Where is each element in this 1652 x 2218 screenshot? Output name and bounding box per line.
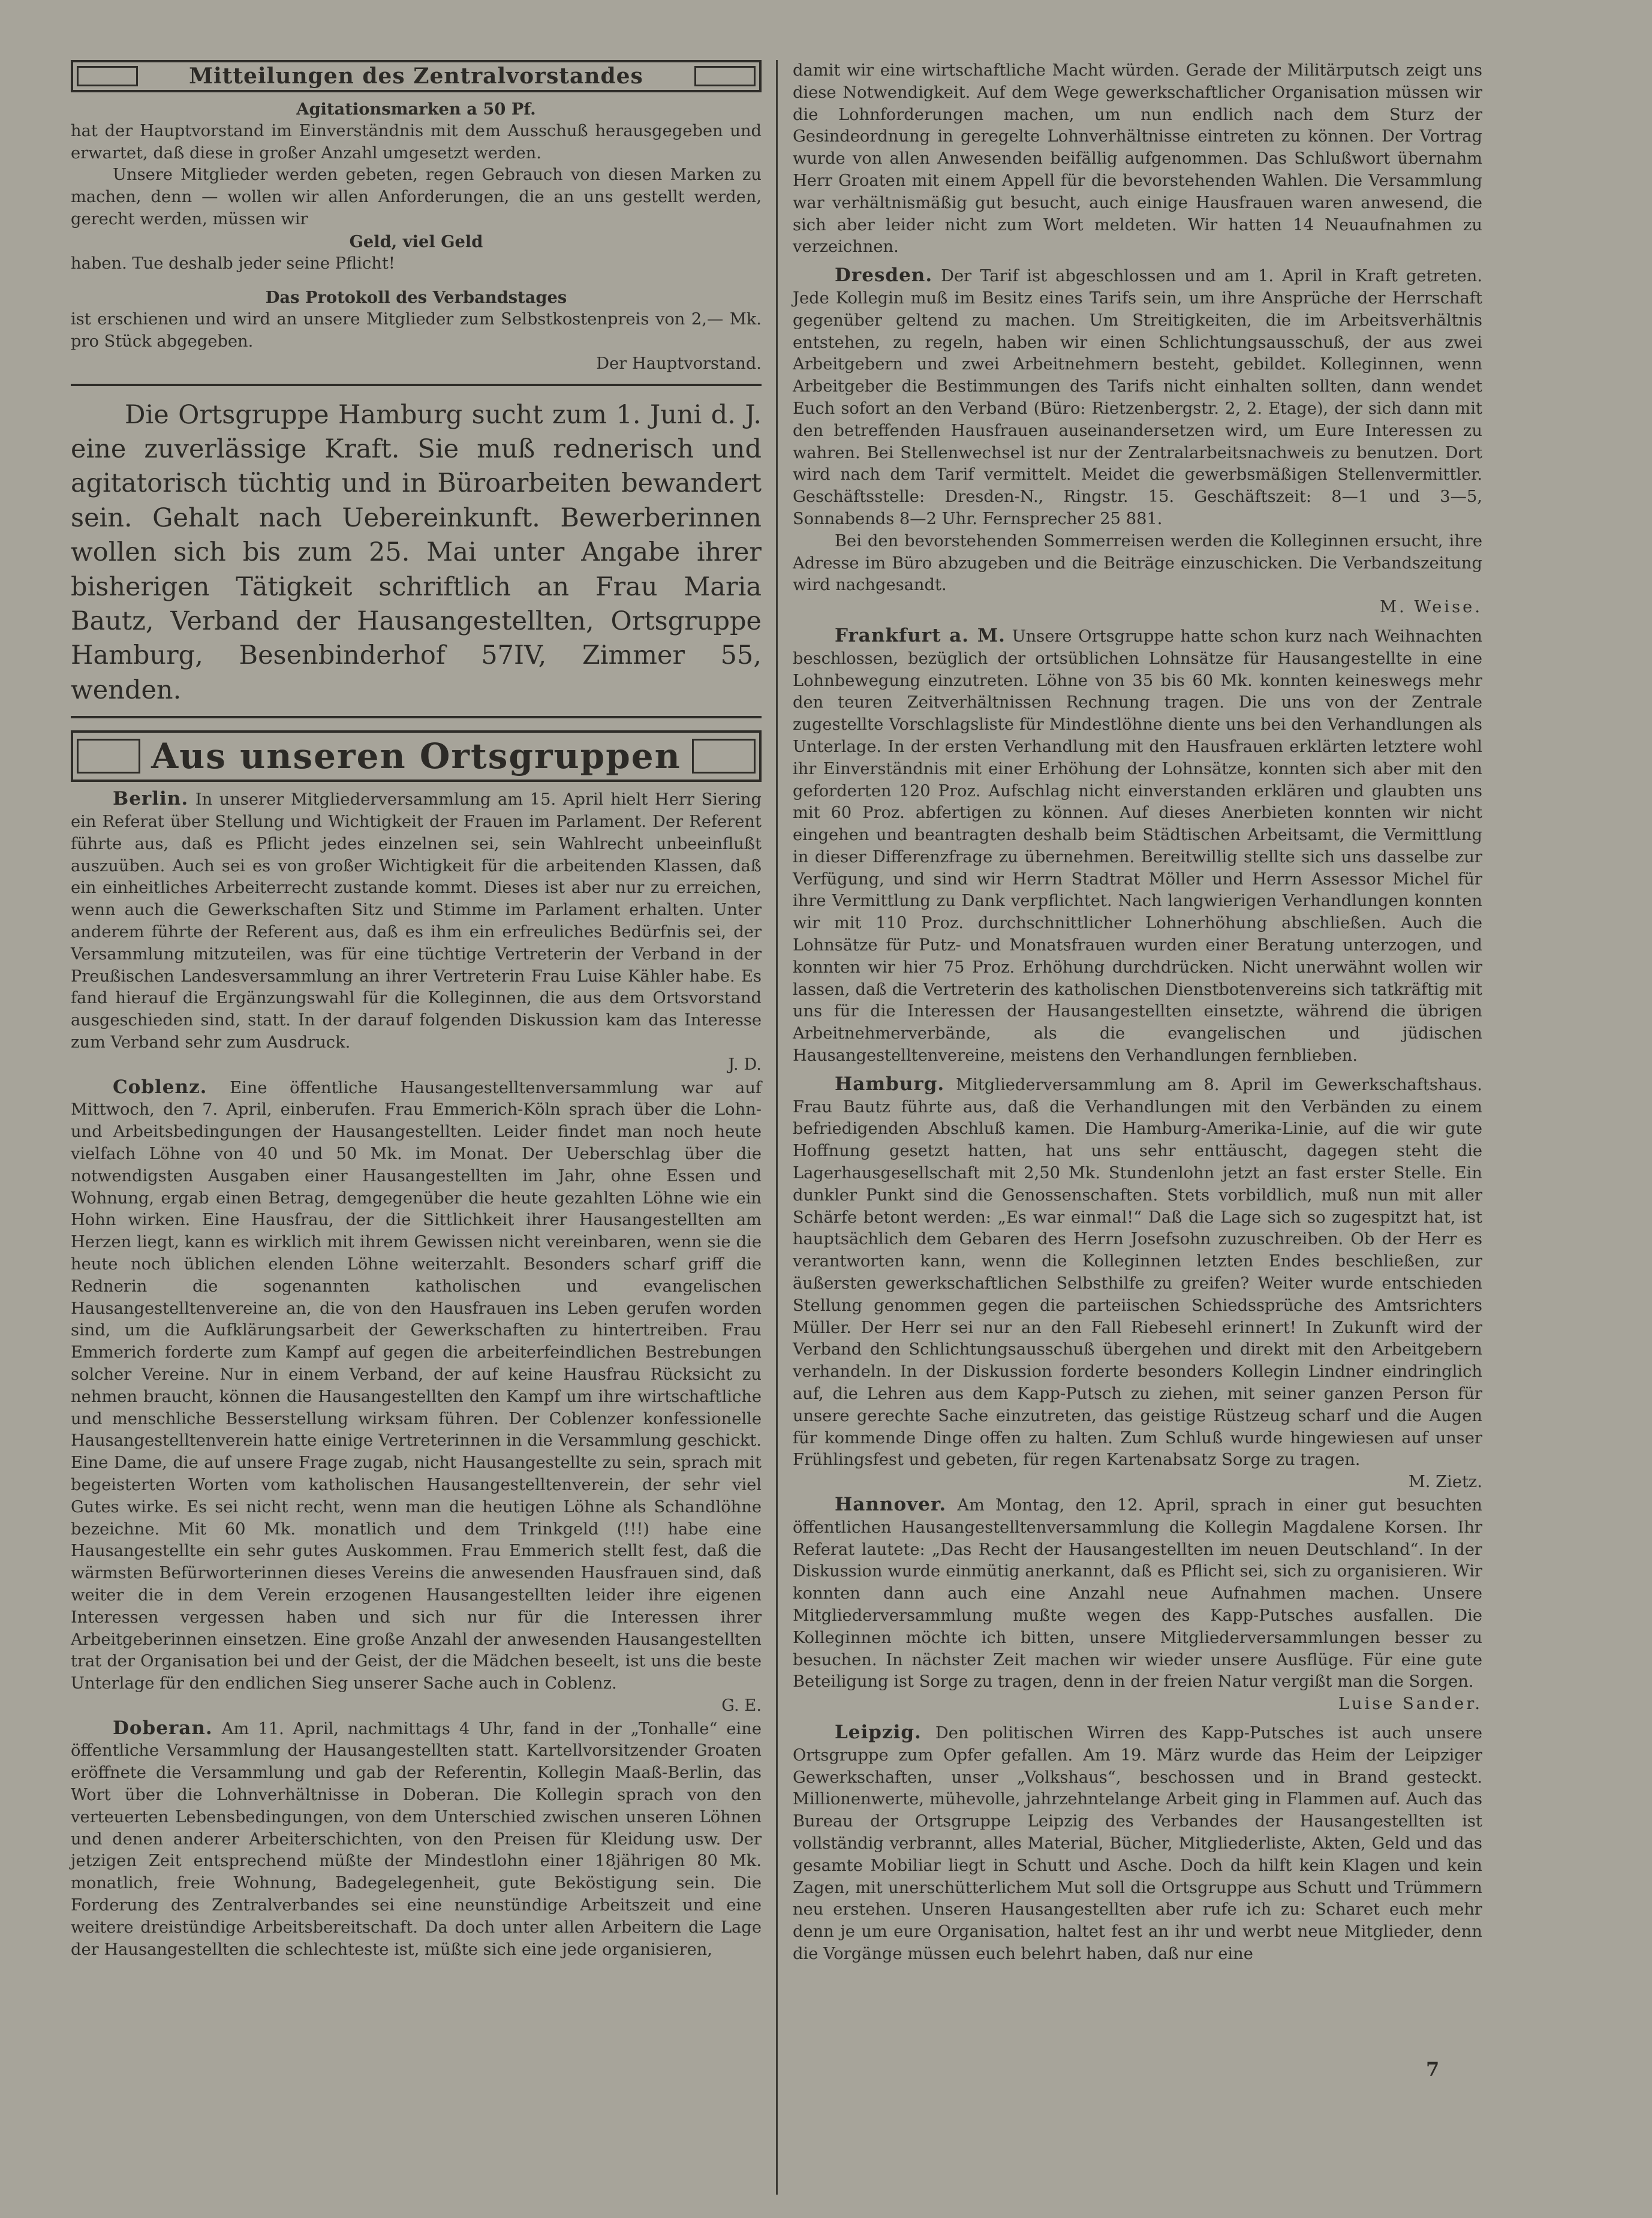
frankfurt-text: Unsere Ortsgruppe hatte schon kurz nach Weihnachten beschlossen, bezüglich der ortsüblichen Lohnsätze für Hausangestellte in eine Lohnbewegung einzutreten. Löhne von 35 bis 60 Mk. konnten keineswegs mehr den teuren Zeitverhältnissen Rechnung tragen. Die uns von der Zentrale zugestellte Vorschlagsliste für Mindestlöhne diente uns bei den Verhandlungen als Unterlage. In der ersten Verhandlung mit den Hausfrauen erklärten letztere wohl ihr Einverständnis mit einer Erhöhung der Lohnsätze, konnten sich aber mit den geforderten 120 Proz. Aufschlag nicht einverstanden erklären und glaubten uns mit 60 Proz. abfertigen zu können. Auf dieses Anerbieten konnten wir nicht eingehen und beantragten deshalb beim Städtischen Arbeitsamt, die Vermittlung in dieser Differenzfrage zu übernehmen. Bereitwillig stellte sich uns dasselbe zur Verfügung, und sind wir Herrn Stadtrat Möller und Herrn Assessor Michel für ihre Vermittlung zu Dank verpflichtet. Nach langwierigen Verhandlungen konnten wir mit 110 Proz. durchschnittlicher Lohnerhöhung abschließen. Auch die Lohnsätze für Putz- und Monatsfrauen wurden einer Beratung unterzogen, und konnten wir hier 75 Proz. Erhöhung durchdrücken. Nicht unerwähnt wollen wir lassen, daß die Vertreterin des katholischen Dienstbotenvereins sich tatkräftig mit uns für die Interessen der Hausangestellten einsetzte, während die übrigen Arbeitnehmerverbände, als die evangelischen und jüdischen Hausangestelltenvereine, meistens den Verhandlungen fernblieben.	[793, 627, 1482, 1066]
place-hannover: Hannover.	[835, 1494, 947, 1515]
section-rule	[71, 384, 762, 386]
dresden-text: Der Tarif ist abgeschlossen und am 1. April in Kraft getreten. Jede Kollegin muß im Besitz eines Tarifs sein, um ihre Ansprüche der Herrschaft gegenüber geltend zu machen. Um Streitigkeiten, die im Arbeitsverhältnis entstehen, zu regeln, haben wir einen Schlichtungsausschuß, der aus zwei Arbeitgebern und zwei Arbeitnehmern besteht, gebildet. Kolleginnen, wenn Arbeitgeber die Bestimmungen des Tarifs nicht einhalten sollten, dann wendet Euch sofort an den Verband (Büro: Rietzenbergstr. 2, 2. Etage), der sich dann mit den betreffenden Hausfrauen auseinandersetzen wird, um Eure Interessen zu wahren. Bei Stellenwechsel ist nur der Zentralarbeitsnachweis zu benutzen. Dort wird nach dem Tarif vermittelt. Meidet die gewerbsmäßigen Stellenvermittler. Geschäftsstelle: Dresden-N., Ringstr. 15. Geschäftszeit: 8—1 und 3—5, Sonnabends 8—2 Uhr. Fernsprecher 25 881.	[793, 267, 1482, 528]
section-rule-2	[71, 716, 762, 718]
hauptvorstand-signature: Der Hauptvorstand.	[596, 354, 762, 373]
header-ornament-left	[77, 739, 140, 774]
place-coblenz: Coblenz.	[113, 1076, 207, 1098]
mitteilungen-header	[71, 60, 762, 92]
ortsgruppen-header	[71, 730, 762, 782]
money-line: Geld, viel Geld	[349, 231, 483, 251]
place-dresden: Dresden.	[835, 264, 933, 287]
place-leipzig: Leipzig.	[835, 1721, 922, 1743]
hamburg-text: Mitgliederversammlung am 8. April im Gewerkschaftshaus. Frau Bautz führte aus, daß die Verhandlungen mit den Verbänden zu einem befriedigenden Abschluß kamen. Die Hamburg-Amerika-Linie, auf die wir gute Hoffnung gesetzt hatten, hat uns sehr enttäuscht, dagegen steht die Lagerhausgesellschaft mit 2,50 Mk. Stundenlohn jetzt an fast erster Stelle. Ein dunkler Punkt sind die Genossenschaften. Stets vorbildlich, muß nun mit aller Schärfe betont werden: „Es war einmal!“ Daß die Lage sich so zugespitzt hat, ist hauptsächlich dem Gebaren des Herrn Josefsohn zuzuschreiben. Ob der Herr es verantworten kann, wenn die Kolleginnen letzten Endes beschließen, zur äußersten gewerkschaftlichen Selbsthilfe zu greifen? Weiter wurde entschieden Stellung genommen gegen die parteiischen Schiedssprüche des Amtsrichters Müller. Der Herr sei nur an den Fall Riebesehl erinnert! In Zukunft wird der Verband den Schlichtungsausschuß übergehen und direkt mit den Arbeitgebern verhandeln. In der Diskussion forderte besonders Kollegin Lindner eindringlich auf, die Lehren aus dem Kapp-Putsch zu ziehen, mit seiner ganzen Person für unsere gerechte Sache einzutreten, das geistige Rüstzeug scharf und die Augen für kommende Dinge offen zu halten. Zum Schluß wurde hingewiesen auf unser Frühlingsfest und gebeten, für regen Kartenabsatz Sorge zu tragen.	[793, 1075, 1482, 1470]
hannover-text: Am Montag, den 12. April, sprach in einer gut besuchten öffentlichen Hausangestelltenversammlung die Kollegin Magdalene Korsen. Ihr Referat lautete: „Das Recht der Hausangestellten im neuen Deutschland“. In der Diskussion wurde einmütig anerkannt, daß es Pflicht sei, sich zu organisieren. Wir konnten dann auch eine Anzahl neue Aufnahmen machen. Unsere Mitgliederversammlung mußte wegen des Kapp-Putsches ausfallen. Die Kolleginnen möchte ich bitten, unsere Mitgliederversammlungen besser zu besuchen. In nächster Zeit machen wir wieder unsere Ausflüge. Für eine gute Beteiligung ist Sorge zu tragen, denn in der freien Natur vergißt man die Sorgen.	[793, 1496, 1482, 1692]
appeal-text: Unsere Mitglieder werden gebeten, regen Gebrauch von diesen Marken zu machen, denn — wollen wir allen Anforderungen, die an uns gestellt werden, gerecht werden, müssen wir	[71, 165, 762, 228]
report-coblenz	[71, 1076, 762, 1717]
doberan-continuation: damit wir eine wirtschaftliche Macht würden. Gerade der Militärputsch zeigt uns diese Notwendigkeit. Auf dem Wege gewerkschaftlicher Organisation müssen wir die Lohnforderungen machen, um nun endlich nach dem Sturz der Gesindeordnung in geregelte Lohnverhältnisse eintreten zu können. Der Vortrag wurde von allen Anwesenden beifällig aufgenommen. Das Schlußwort übernahm Herr Groaten mit einem Appell für die bevorstehenden Wahlen. Die Versammlung war verhältnismäßig gut besucht, auch einige Hausfrauen waren anwesend, die sich aber leider nicht zum Wort meldeten. Wir hatten 14 Neuaufnahmen zu verzeichnen.	[793, 61, 1482, 257]
coblenz-signature: G. E.	[721, 1696, 762, 1715]
place-hamburg: Hamburg.	[835, 1073, 945, 1095]
leipzig-text: Den politischen Wirren des Kapp-Putsches ist auch unsere Ortsgruppe zum Opfer gefallen. Am 19. März wurde das Heim der Leipziger Gewerkschaften, unser „Volkshaus“, beschossen und in Brand gesteckt. Millionenwerte, mühevolle, jahrzehntelange Arbeit ging in Flammen auf. Auch das Bureau der Ortsgruppe Leipzig des Verbandes der Hausangestellten ist vollständig verbrannt, alles Material, Bücher, Mitgliederliste, Akten, Geld und das gesamte Mobiliar liegt in Schutt und Asche. Doch da hilft kein Klagen und kein Zagen, mit unerschütterlichem Mut soll die Ortsgruppe aus Schutt und Trümmern neu erstehen. Unseren Hausangestellten aber rufe ich zu: Scharet euch mehr denn je um eure Organisation, haltet fest an ihr und werbt neue Mitglieder, denn die Vorgänge müssen euch belehrt haben, daß nur eine	[793, 1723, 1482, 1963]
right-column	[793, 60, 1482, 1966]
ad-text: Die Ortsgruppe Hamburg sucht zum 1. Juni d. J. eine zuverlässige Kraft. Sie muß rednerisch und agitatorisch tüchtig und in Büroarbeiten bewandert sein. Gehalt nach Uebereinkunft. Bewerberinnen wollen sich bis zum 25. Mai unter Angabe ihrer bisherigen Tätigkeit schriftlich an Frau Maria Bautz, Verband der Hausangestellten, Ortsgruppe Hamburg, Besenbinderhof 57IV, Zimmer 55, wenden.	[71, 399, 762, 705]
column-divider	[776, 60, 778, 2195]
dresden-signature: M. Weise.	[1380, 598, 1482, 617]
page-number: 7	[1426, 2058, 1440, 2081]
agitation-title: Agitationsmarken a 50 Pf.	[296, 100, 536, 119]
protokoll-text: ist erschienen und wird an unsere Mitglieder zum Selbstkostenpreis von 2,— Mk. pro Stück abgegeben.	[71, 310, 762, 351]
berlin-text: In unserer Mitgliederversammlung am 15. April hielt Herr Siering ein Referat über Stellung und Wichtigkeit der Frauen im Parlament. Der Referent führte aus, daß es Pflicht jedes einzelnen sei, sein Wahlrecht unbeeinflußt auszuüben. Auch sei es von großer Wichtigkeit für die arbeitenden Klassen, daß ein einheitliches Arbeiterrecht zustande kommt. Dieses ist aber nur zu erreichen, wenn auch die Gewerkschaften Sitz und Stimme im Parlament erhalten. Unter anderem führte der Referent aus, daß es ihm ein erfreuliches Bedürfnis sei, der Versammlung mitzuteilen, was für eine tüchtige Vertreterin der Verband in der Preußischen Landesversammlung an ihrer Vertreterin Frau Luise Kähler habe. Es fand hierauf die Ergänzungswahl für die Kolleginnen, die aus dem Ortsvorstand ausgeschieden sind, statt. In der darauf folgenden Diskussion kam das Interesse zum Verband sehr zum Ausdruck.	[71, 790, 762, 1052]
berlin-signature: J. D.	[728, 1055, 762, 1074]
coblenz-text: Eine öffentliche Hausangestelltenversammlung war auf Mittwoch, den 7. April, einberufen. Frau Emmerich-Köln sprach über die Lohn- und Arbeitsbedingungen der Hausangestellten. Leider findet man noch heute vielfach Löhne von 40 und 50 Mk. im Monat. Der Ueberschlag über die notwendigsten Ausgaben einer Hausangestellten im Jahr, ohne Essen und Wohnung, ergab einen Betrag, demgegenüber die heute gezahlten Löhne wie ein Hohn wirken. Eine Hausfrau, der die Sittlichkeit ihrer Hausangestellten am Herzen liegt, kann es wirklich mit ihrem Gewissen nicht vereinbaren, wenn sie die heute noch üblichen elenden Löhne weiterzahlt. Besonders scharf griff die Rednerin die sogenannten katholischen und evangelischen Hausangestelltenvereine an, die von den Hausfrauen ins Leben gerufen worden sind, um die Aufklärungsarbeit der Gewerkschaften zu hintertreiben. Frau Emmerich forderte zum Kampf auf gegen die arbeiterfeindlichen Bestrebungen solcher Vereine. Nur in einem Verband, der auf keine Hausfrau Rücksicht zu nehmen braucht, können die Hausangestellten den Kampf um ihre wirtschaftliche und menschliche Besserstellung wirksam führen. Der Coblenzer konfessionelle Hausangestelltenverein hatte einige Vertreterinnen in die Versammlung geschickt. Eine Dame, die auf unsere Frage zugab, nicht Hausangestellte zu sein, sprach mit begeisterten Worten vom katholischen Hausangestelltenverein, der sehr viel Gutes wirke. Es sei nicht recht, wenn man die heutigen Löhne als Schandlöhne bezeichne. Mit 60 Mk. monatlich und dem Trinkgeld (!!!) habe eine Hausangestellte ein sehr gutes Auskommen. Frau Emmerich stellt fest, daß die wärmsten Befürworterinnen dieses Vereins die anwesenden Hausfrauen sind, daß weiter die in dem Verein erzogenen Hausangestellten leider ihre eigenen Interessen vergessen haben und sich nur für die Interessen ihrer Arbeitgeberinnen einsetzen. Eine große Anzahl der anwesenden Hausangestellten trat der Organisation bei und der Geist, der die Mädchen beseelt, ist uns die beste Unterlage für den endlichen Sieg unserer Sache auch in Coblenz.	[71, 1078, 762, 1693]
place-doberan: Doberan.	[113, 1717, 213, 1739]
doberan-text: Am 11. April, nachmittags 4 Uhr, fand in der „Tonhalle“ eine öffentliche Versammlung der Hausangestellten statt. Kartellvorsitzender Groaten eröffnete die Versammlung und gab der Referentin, Kollegin Maaß-Berlin, das Wort über die Lohnverhältnisse in Doberan. Die Kollegin sprach von den verteuerten Lebensbedingungen, von dem Unterschied zwischen unseren Löhnen und denen anderer Arbeiterschichten, von den Preisen für Kleidung usw. Der jetzigen Zeit entsprechend müßte der Mindestlohn einer 18jährigen 80 Mk. monatlich, freie Wohnung, Badegelegenheit, gute Beköstigung sein. Die Forderung des Zentralverbandes sei eine neunstündige Arbeitszeit und eine weitere dreistündige Arbeitsbereitschaft. Da doch unter allen Arbeitern die Lage der Hausangestellten die schlechteste ist, müßte sich eine jede organisieren,	[71, 1719, 762, 1959]
report-berlin	[71, 788, 762, 1076]
report-dresden	[793, 264, 1482, 619]
header-ornament-left	[77, 66, 138, 86]
duty-line: haben. Tue deshalb jeder seine Pflicht!	[71, 254, 395, 273]
header-ornament-right	[694, 66, 756, 86]
hannover-signature: Luise Sander.	[1338, 1695, 1482, 1714]
place-berlin: Berlin.	[113, 788, 189, 810]
report-hamburg	[793, 1073, 1482, 1494]
protokoll-title: Das Protokoll des Verbandstages	[265, 288, 567, 308]
ortsgruppen-header-title: Aus unseren Ortsgruppen	[151, 736, 681, 777]
dresden-text-2: Bei den bevorstehenden Sommerreisen werden die Kolleginnen ersucht, ihre Adresse im Büro abzugeben und die Beiträge einzuschicken. Die Verbandszeitung wird nachgesandt.	[793, 531, 1482, 595]
report-frankfurt	[793, 625, 1482, 1067]
report-doberan	[71, 1717, 762, 1961]
report-leipzig	[793, 1722, 1482, 1966]
agitation-text: hat der Hauptvorstand im Einverständnis mit dem Ausschuß herausgegeben und erwartet, daß diese in großer Anzahl umgesetzt werden.	[71, 121, 762, 162]
mitteilungen-header-title: Mitteilungen des Zentralvorstandes	[189, 64, 643, 89]
report-hannover	[793, 1494, 1482, 1716]
header-ornament-right	[692, 739, 756, 774]
hamburg-signature: M. Zietz.	[1408, 1473, 1482, 1492]
job-advertisement	[71, 398, 762, 708]
left-column	[71, 60, 762, 1961]
place-frankfurt: Frankfurt a. M.	[835, 624, 1006, 646]
